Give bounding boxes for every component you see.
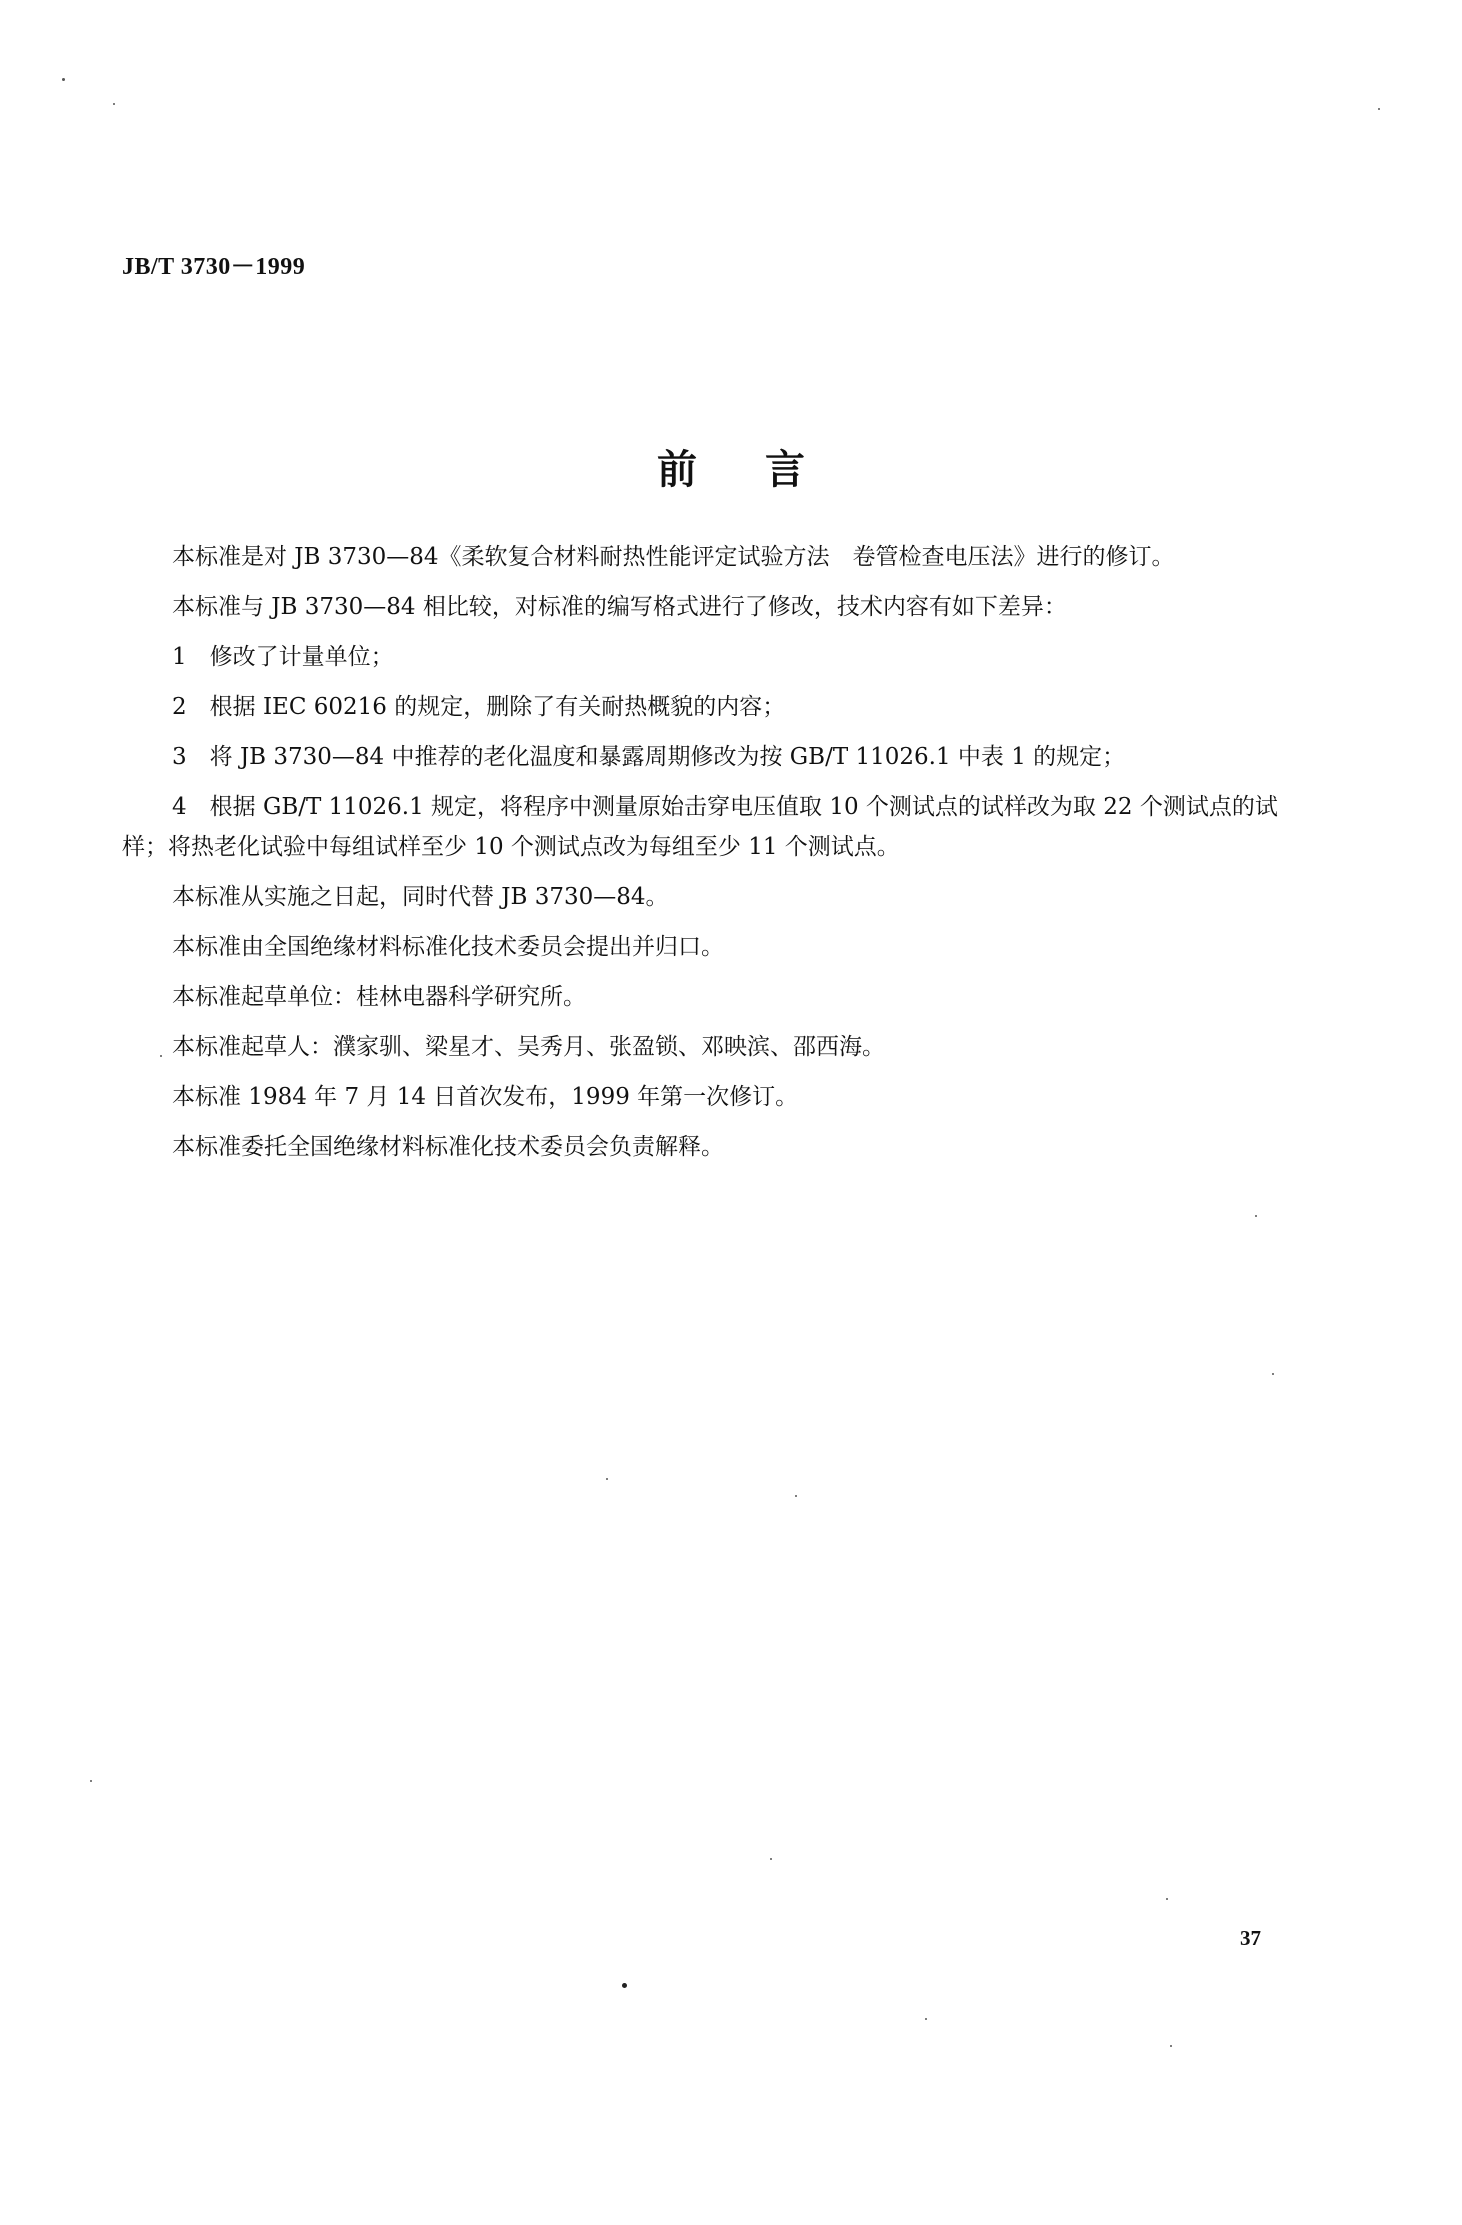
- standard-code: JB/T 3730－1999: [122, 254, 306, 280]
- page-title: 前言: [657, 447, 873, 493]
- paragraph-interpretation: 本标准委托全国绝缘材料标准化技术委员会负责解释。: [172, 1134, 724, 1160]
- scan-speck: [770, 1858, 772, 1860]
- list-item-4: 4 根据 GB/T 11026.1 规定，将程序中测量原始击穿电压值取 10 个测试点的试样改为取 22 个测试点的试样；将热老化试验中每组试样至少 10 个测试点改为每组至少 11 个测试点。: [122, 794, 1278, 860]
- scan-speck: [160, 1055, 162, 1057]
- scan-speck: [90, 1780, 92, 1782]
- paragraph-replacement: 本标准从实施之日起，同时代替 JB 3730—84。: [172, 884, 669, 910]
- list-item-1: 1 修改了计量单位；: [172, 644, 394, 670]
- scan-speck: [113, 103, 115, 105]
- list-item-3: 3 将 JB 3730—84 中推荐的老化温度和暴露周期修改为按 GB/T 11026.1 中表 1 的规定；: [172, 744, 1126, 770]
- scan-speck: [622, 1983, 627, 1988]
- paragraph-proposer: 本标准由全国绝缘材料标准化技术委员会提出并归口。: [172, 934, 724, 960]
- paragraph-publication-history: 本标准 1984 年 7 月 14 日首次发布，1999 年第一次修订。: [172, 1084, 799, 1110]
- scan-speck: [925, 2018, 927, 2020]
- scan-speck: [62, 78, 65, 81]
- scan-speck: [606, 1478, 608, 1480]
- foreword-body: [122, 537, 1297, 1177]
- page-number: 37: [1240, 1926, 1261, 1950]
- scan-speck: [1255, 1215, 1257, 1217]
- scan-speck: [1378, 108, 1380, 110]
- paragraph-drafting-unit: 本标准起草单位：桂林电器科学研究所。: [172, 984, 586, 1010]
- paragraph-revision-note: 本标准是对 JB 3730—84《柔软复合材料耐热性能评定试验方法 卷管检查电压法》进行的修订。: [172, 544, 1175, 570]
- scan-speck: [1272, 1373, 1274, 1375]
- paragraph-drafters: 本标准起草人：濮家驯、梁星才、吴秀月、张盈锁、邓映滨、邵西海。: [172, 1034, 885, 1060]
- scan-speck: [795, 1495, 797, 1497]
- scan-speck: [1166, 1898, 1168, 1900]
- scan-speck: [1170, 2045, 1172, 2047]
- list-item-2: 2 根据 IEC 60216 的规定，删除了有关耐热概貌的内容；: [172, 694, 786, 720]
- paragraph-differences-intro: 本标准与 JB 3730—84 相比较，对标准的编写格式进行了修改，技术内容有如下差异：: [172, 594, 1067, 620]
